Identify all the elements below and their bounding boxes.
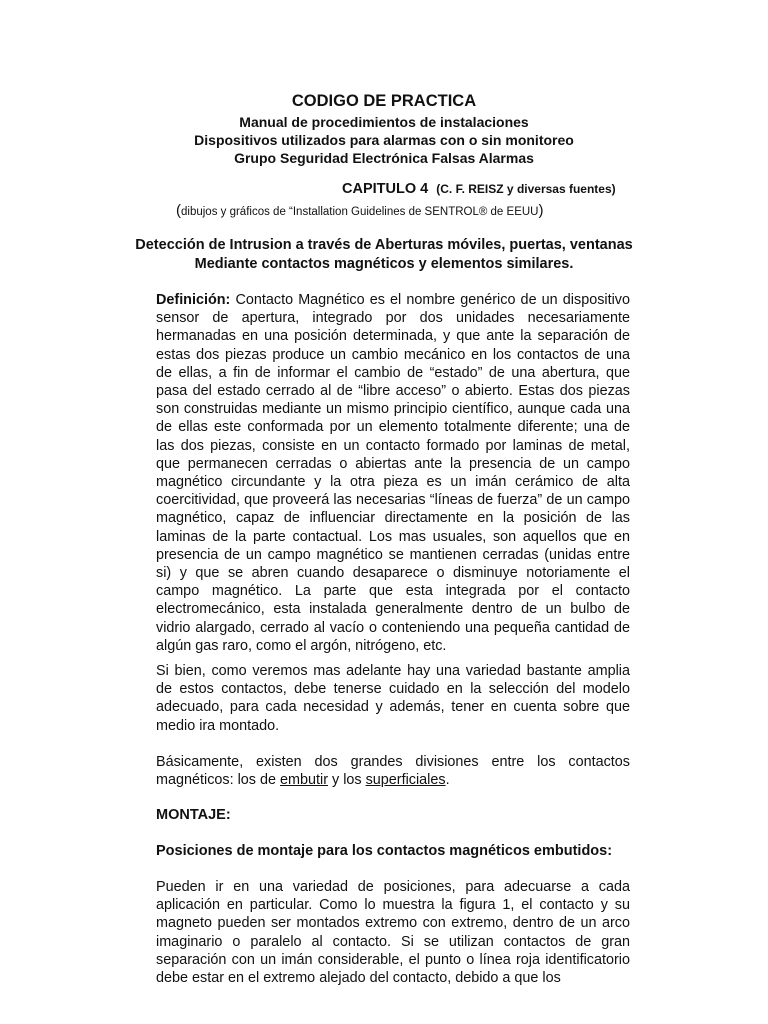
subtitle-line-2: Dispositivos utilizados para alarmas con o sin monitoreo: [194, 132, 574, 148]
paragraph-variety: Si bien, como veremos mas adelante hay una variedad bastante amplia de estos contactos, debe tenerse cuidado en la selección del modelo adecuado, para cada necesidad y además, tener en cuenta sobre que medio ira montado.: [156, 663, 630, 734]
paragraph-divisions: [156, 753, 630, 789]
divisions-text-middle: y los: [328, 772, 366, 789]
chapter-line: [342, 181, 616, 197]
montaje-subheading: Posiciones de montaje para los contactos magnéticos embutidos:: [156, 843, 613, 859]
definition-paragraph: [156, 291, 630, 655]
source-open-paren: (: [176, 202, 181, 219]
source-text: dibujos y gráficos de “Installation Guidelines de SENTROL® de EEUU: [181, 206, 539, 218]
term-superficiales: superficiales: [365, 772, 446, 789]
montaje-heading: MONTAJE:: [156, 807, 231, 823]
subtitle-line-3: Grupo Seguridad Electrónica Falsas Alarmas: [234, 150, 534, 166]
subtitle-line-1: Manual de procedimientos de instalaciones: [239, 114, 529, 130]
section-heading-line-2: Mediante contactos magnéticos y elementos similares.: [194, 256, 574, 272]
definition-text: Contacto Magnético es el nombre genérico de un dispositivo sensor de apertura, integrado por dos unidades necesariamente hermanadas en una posición determinada, y que ante la separación de estas dos piezas produce un cambio mecánico en los contactos de una de ellas, a fin de informar el cambio de “estado” de una abertura, que pasa del estado cerrado al de “libre acceso” o abierto. Estas dos piezas son construidas mediante un mismo principio científico, aunque cada una de ellas este conformada por un elemento totalmente diferente; una de las dos piezas, consiste en un contacto formado por laminas de metal, que permanecen cerradas o abiertas ante la presencia de un campo magnético circundante y la otra pieza es un imán cerámico de alta coercitividad, que proveerá las necesarias “líneas de fuerza” de un campo magnético, capaz de influenciar directamente en la posición de las laminas de la parte contactual. Los mas usuales, son aquellos que en presencia de un campo magnético se mantienen cerradas (unidas entre si) y que se abren cuando desaparece o disminuye notoriamente el campo magnético. La parte que esta integrada por el contacto electromecánico, esta instalada generalmente dentro de un bulbo de vidrio alargado, cerrado al vacío o conteniendo una pequeña cantidad de algún gas raro, como el argón, nitrógeno, etc.: [156, 292, 630, 654]
chapter-label: CAPITULO 4: [342, 181, 429, 197]
divisions-text-after: .: [445, 772, 450, 789]
chapter-sources: (C. F. REISZ y diversas fuentes): [436, 182, 616, 196]
definition-label: Definición:: [156, 292, 231, 308]
divisions-text-before: Básicamente, existen dos grandes divisiones entre los contactos magnéticos: los de: [156, 754, 630, 789]
document-title: CODIGO DE PRACTICA: [291, 92, 477, 110]
montaje-paragraph: Pueden ir en una variedad de posiciones, para adecuarse a cada aplicación en particular. Como lo muestra la figura 1, el contacto y su magneto pueden ser montados extremo con extremo, dentro de un arco imaginario o paralelo al contacto. Si se utilizan contactos de gran separación con un imán considerable, el punto o línea roja identificatorio debe estar en el extremo alejado del contacto, debido a que los: [156, 879, 630, 987]
source-close-paren: ): [538, 202, 544, 219]
section-heading-line-1: Detección de Intrusion a través de Aberturas móviles, puertas, ventanas: [135, 237, 633, 253]
source-note: [176, 202, 543, 219]
term-embutir: embutir: [280, 772, 328, 789]
